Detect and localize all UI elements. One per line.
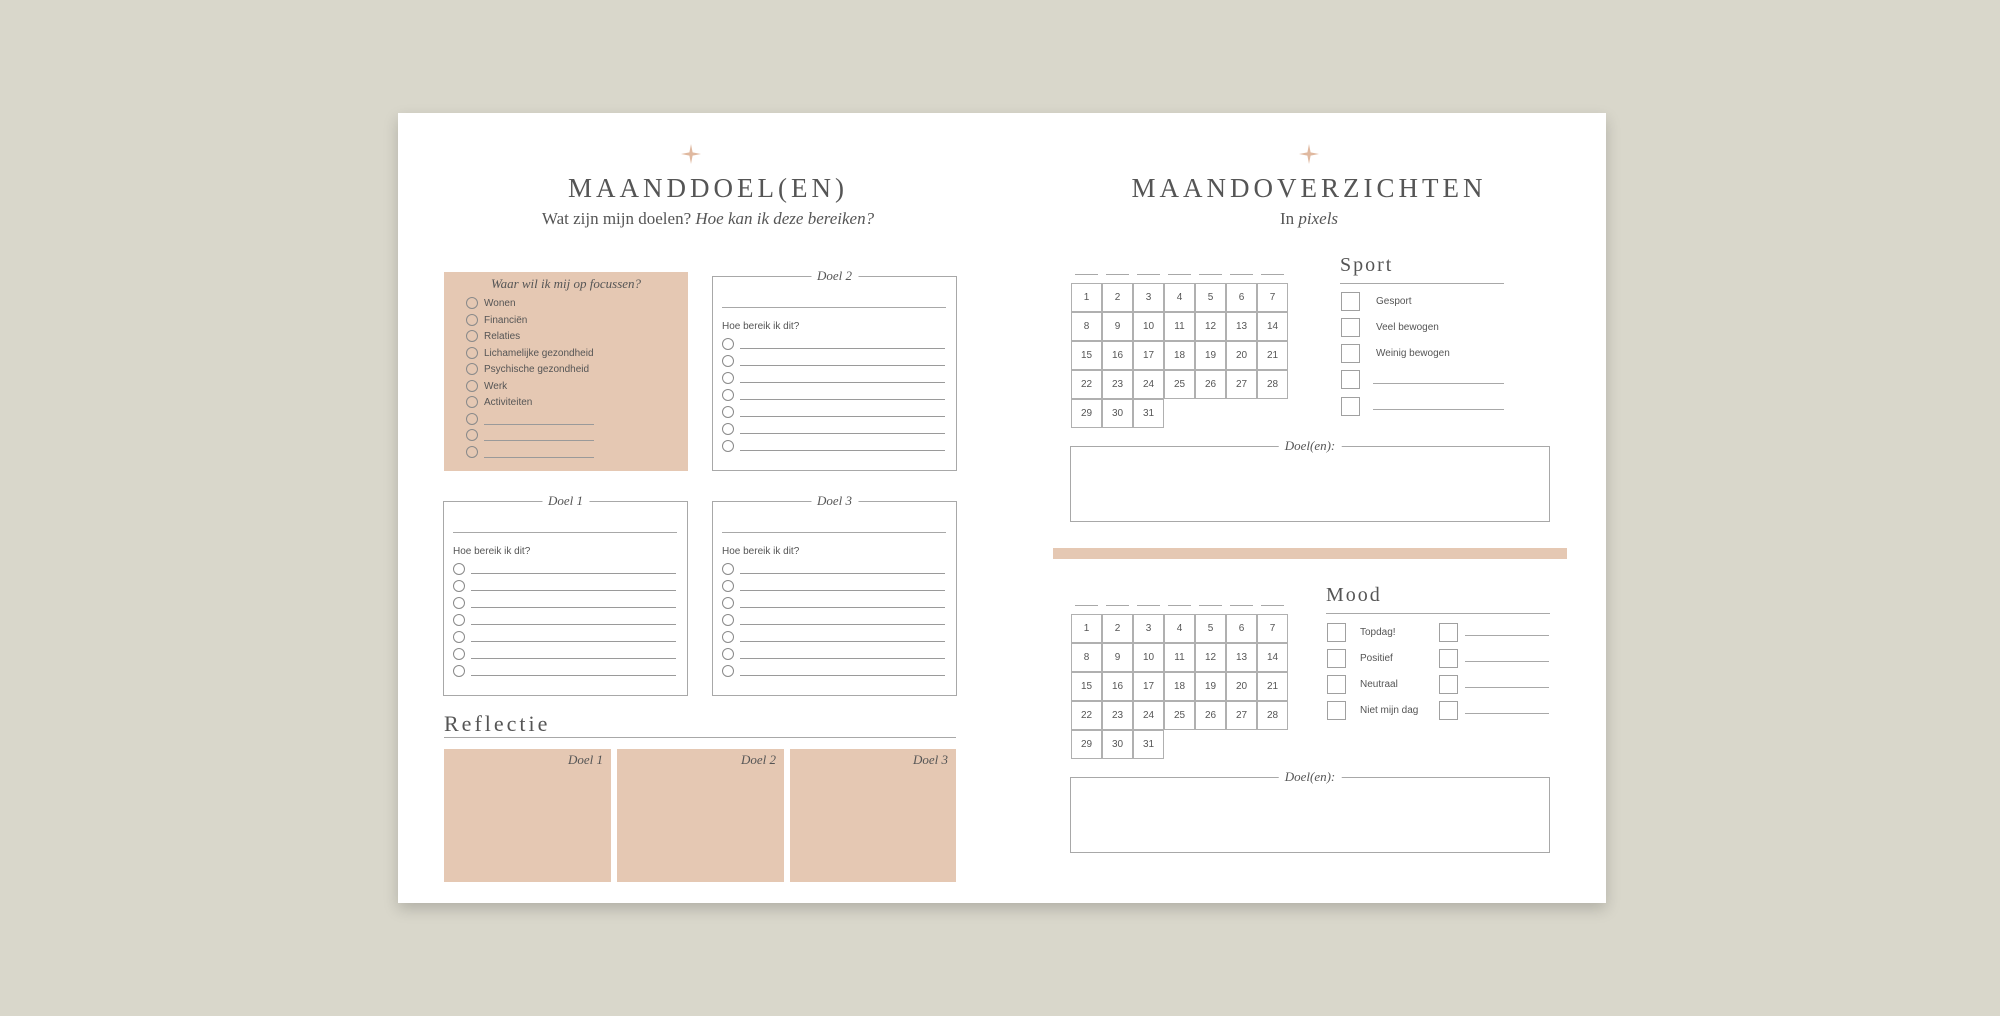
- step-row[interactable]: [453, 647, 676, 661]
- calendar-day-cell[interactable]: 15: [1071, 341, 1102, 370]
- goals-label: Doel(en):: [1279, 769, 1342, 785]
- goal-question: Hoe bereik ik dit?: [453, 546, 531, 557]
- write-line[interactable]: [1465, 687, 1549, 688]
- page-subtitle-overview: [1059, 209, 1559, 229]
- mood-option-label: Positief: [1360, 653, 1393, 664]
- write-line[interactable]: [740, 607, 945, 608]
- write-line[interactable]: [740, 590, 945, 591]
- reflection-title: Reflectie: [444, 711, 551, 736]
- focus-item[interactable]: [466, 362, 589, 376]
- write-line[interactable]: [1373, 409, 1504, 410]
- write-line[interactable]: [453, 532, 677, 533]
- mood-option-label: Neutraal: [1360, 679, 1398, 690]
- reflection-box-1[interactable]: [444, 749, 611, 882]
- calendar-day-cell[interactable]: 22: [1071, 370, 1102, 399]
- calendar-day-cell[interactable]: 26: [1195, 701, 1226, 730]
- calendar-day-cell[interactable]: 20: [1226, 341, 1257, 370]
- focus-item[interactable]: [466, 329, 520, 343]
- circle-checkbox-icon[interactable]: [466, 297, 478, 309]
- write-line[interactable]: [471, 573, 676, 574]
- write-line[interactable]: [471, 607, 676, 608]
- sparkle-icon: [680, 143, 702, 165]
- focus-item-blank[interactable]: [466, 445, 594, 459]
- calendar-day-cell[interactable]: 27: [1226, 701, 1257, 730]
- checkbox[interactable]: [1341, 344, 1360, 363]
- write-line[interactable]: [484, 457, 594, 458]
- weekday-dash[interactable]: [1199, 605, 1222, 606]
- calendar-day-cell[interactable]: 14: [1257, 312, 1288, 341]
- goal-box-1: [443, 493, 688, 696]
- weekday-dash[interactable]: [1106, 605, 1129, 606]
- write-line[interactable]: [1465, 635, 1549, 636]
- subtitle-italic: pixels: [1298, 209, 1339, 228]
- focus-item-blank[interactable]: [466, 412, 594, 426]
- mood-goals-box[interactable]: [1070, 769, 1550, 853]
- calendar-day-cell[interactable]: 13: [1226, 643, 1257, 672]
- sparkle-icon: [1298, 143, 1320, 165]
- calendar-day-cell[interactable]: 18: [1164, 672, 1195, 701]
- step-row[interactable]: [722, 337, 945, 351]
- calendar-day-cell[interactable]: 31: [1133, 399, 1164, 428]
- focus-title: Waar wil ik mij op focussen?: [490, 276, 642, 291]
- circle-checkbox-icon[interactable]: [722, 423, 734, 435]
- circle-checkbox-icon[interactable]: [722, 389, 734, 401]
- calendar-day-cell[interactable]: 19: [1195, 341, 1226, 370]
- calendar-day-cell[interactable]: 7: [1257, 614, 1288, 643]
- calendar-day-cell[interactable]: 3: [1133, 614, 1164, 643]
- write-line[interactable]: [740, 399, 945, 400]
- calendar-day-cell[interactable]: 16: [1102, 672, 1133, 701]
- mood-option-label: Niet mijn dag: [1360, 705, 1419, 716]
- focus-item-label: Relaties: [484, 330, 521, 342]
- calendar-day-cell[interactable]: 1: [1071, 614, 1102, 643]
- write-line[interactable]: [740, 365, 945, 366]
- write-line[interactable]: [1465, 713, 1549, 714]
- step-row[interactable]: [722, 405, 945, 419]
- weekday-dash[interactable]: [1075, 274, 1098, 275]
- calendar-day-cell[interactable]: 7: [1257, 283, 1288, 312]
- step-row[interactable]: [722, 647, 945, 661]
- write-line[interactable]: [471, 641, 676, 642]
- calendar-day-cell[interactable]: 23: [1102, 701, 1133, 730]
- write-line[interactable]: [740, 433, 945, 434]
- step-row[interactable]: [453, 613, 676, 627]
- calendar-day-cell[interactable]: 15: [1071, 672, 1102, 701]
- calendar-day-cell[interactable]: 28: [1257, 701, 1288, 730]
- circle-checkbox-icon[interactable]: [722, 440, 734, 452]
- write-line[interactable]: [471, 590, 676, 591]
- write-line[interactable]: [740, 658, 945, 659]
- calendar-day-cell[interactable]: 10: [1133, 312, 1164, 341]
- step-row[interactable]: [722, 630, 945, 644]
- weekday-dash[interactable]: [1137, 605, 1160, 606]
- write-line[interactable]: [740, 573, 945, 574]
- write-line[interactable]: [740, 641, 945, 642]
- checkbox[interactable]: [1341, 318, 1360, 337]
- page-subtitle-goals: [458, 209, 958, 229]
- circle-checkbox-icon[interactable]: [453, 614, 465, 626]
- calendar-day-cell[interactable]: 13: [1226, 312, 1257, 341]
- goal-box-title: Doel 2: [811, 268, 858, 284]
- reflection-divider: [444, 737, 956, 738]
- focus-item[interactable]: [466, 313, 527, 327]
- goal-box-title: Doel 3: [811, 493, 858, 509]
- calendar-day-cell[interactable]: 17: [1133, 672, 1164, 701]
- calendar-day-cell[interactable]: 28: [1257, 370, 1288, 399]
- focus-item-label: Financiën: [484, 314, 528, 326]
- circle-checkbox-icon[interactable]: [466, 314, 478, 326]
- weekday-dash[interactable]: [1137, 274, 1160, 275]
- calendar-day-cell[interactable]: 21: [1257, 341, 1288, 370]
- checkbox[interactable]: [1341, 292, 1360, 311]
- write-line[interactable]: [471, 675, 676, 676]
- weekday-dash[interactable]: [1168, 605, 1191, 606]
- sport-option-label: Weinig bewogen: [1376, 348, 1450, 359]
- circle-checkbox-icon[interactable]: [466, 396, 478, 408]
- page-title-overview: MAANDOVERZICHTEN: [1131, 173, 1487, 203]
- reflection-box-2[interactable]: [617, 749, 784, 882]
- circle-checkbox-icon[interactable]: [466, 347, 478, 359]
- checkbox[interactable]: [1327, 675, 1346, 694]
- write-line[interactable]: [722, 532, 946, 533]
- write-line[interactable]: [740, 416, 945, 417]
- calendar-day-cell[interactable]: 5: [1195, 283, 1226, 312]
- calendar-day-cell[interactable]: 22: [1071, 701, 1102, 730]
- step-row[interactable]: [453, 579, 676, 593]
- goal-box-title: Doel 1: [542, 493, 589, 509]
- circle-checkbox-icon[interactable]: [466, 413, 478, 425]
- section-underline: [1326, 613, 1550, 614]
- goal-question: Hoe bereik ik dit?: [722, 321, 800, 332]
- checkbox[interactable]: [1439, 701, 1458, 720]
- circle-checkbox-icon[interactable]: [466, 380, 478, 392]
- calendar-day-cell[interactable]: 9: [1102, 643, 1133, 672]
- write-line[interactable]: [740, 624, 945, 625]
- calendar-day-cell[interactable]: 29: [1071, 730, 1102, 759]
- calendar-day-cell[interactable]: 25: [1164, 701, 1195, 730]
- step-row[interactable]: [722, 613, 945, 627]
- circle-checkbox-icon[interactable]: [722, 614, 734, 626]
- weekday-dash[interactable]: [1199, 274, 1222, 275]
- circle-checkbox-icon[interactable]: [453, 631, 465, 643]
- calendar-day-cell[interactable]: 10: [1133, 643, 1164, 672]
- calendar-day-cell[interactable]: 25: [1164, 370, 1195, 399]
- calendar-day-cell[interactable]: 31: [1133, 730, 1164, 759]
- write-line[interactable]: [1373, 383, 1504, 384]
- calendar-day-cell[interactable]: 20: [1226, 672, 1257, 701]
- calendar-day-cell[interactable]: 1: [1071, 283, 1102, 312]
- write-line[interactable]: [740, 382, 945, 383]
- checkbox[interactable]: [1439, 649, 1458, 668]
- weekday-dash[interactable]: [1075, 605, 1098, 606]
- mood-option-label: Topdag!: [1360, 627, 1396, 638]
- focus-item-blank[interactable]: [466, 428, 594, 442]
- circle-checkbox-icon[interactable]: [722, 580, 734, 592]
- circle-checkbox-icon[interactable]: [466, 429, 478, 441]
- focus-item-label: Werk: [484, 380, 508, 392]
- calendar-day-cell[interactable]: 4: [1164, 614, 1195, 643]
- step-row[interactable]: [453, 664, 676, 678]
- calendar-day-cell[interactable]: 29: [1071, 399, 1102, 428]
- calendar-day-cell[interactable]: 8: [1071, 643, 1102, 672]
- focus-item-label: Activiteiten: [484, 396, 533, 408]
- write-line[interactable]: [722, 307, 946, 308]
- circle-checkbox-icon[interactable]: [453, 597, 465, 609]
- calendar-day-cell[interactable]: 30: [1102, 730, 1133, 759]
- calendar-day-cell[interactable]: 2: [1102, 614, 1133, 643]
- goal-question: Hoe bereik ik dit?: [722, 546, 800, 557]
- calendar-day-cell[interactable]: 24: [1133, 701, 1164, 730]
- page-title-goals: MAANDDOEL(EN): [568, 173, 848, 203]
- calendar-day-cell[interactable]: 17: [1133, 341, 1164, 370]
- calendar-day-cell[interactable]: 6: [1226, 614, 1257, 643]
- write-line[interactable]: [471, 658, 676, 659]
- calendar-day-cell[interactable]: 2: [1102, 283, 1133, 312]
- calendar-day-cell[interactable]: 4: [1164, 283, 1195, 312]
- write-line[interactable]: [740, 675, 945, 676]
- checkbox[interactable]: [1439, 675, 1458, 694]
- reflection-box-label: Doel 3: [912, 752, 948, 767]
- calendar-day-cell[interactable]: 5: [1195, 614, 1226, 643]
- goal-box-3: [712, 493, 957, 696]
- calendar-day-cell[interactable]: 12: [1195, 643, 1226, 672]
- calendar-day-cell[interactable]: 23: [1102, 370, 1133, 399]
- calendar-day-cell[interactable]: 18: [1164, 341, 1195, 370]
- circle-checkbox-icon[interactable]: [722, 631, 734, 643]
- calendar-day-cell[interactable]: 14: [1257, 643, 1288, 672]
- reflection-box-label: Doel 1: [567, 752, 603, 767]
- circle-checkbox-icon[interactable]: [453, 648, 465, 660]
- step-row[interactable]: [722, 439, 945, 453]
- calendar-day-cell[interactable]: 11: [1164, 312, 1195, 341]
- focus-box: [444, 272, 688, 471]
- step-row[interactable]: [722, 371, 945, 385]
- focus-item-label: Lichamelijke gezondheid: [484, 347, 594, 359]
- calendar-day-cell[interactable]: 6: [1226, 283, 1257, 312]
- step-row[interactable]: [722, 354, 945, 368]
- circle-checkbox-icon[interactable]: [466, 330, 478, 342]
- section-divider: [1053, 548, 1567, 559]
- calendar-day-cell[interactable]: 9: [1102, 312, 1133, 341]
- weekday-dash[interactable]: [1168, 274, 1191, 275]
- circle-checkbox-icon[interactable]: [722, 372, 734, 384]
- goal-box-2: [712, 268, 957, 471]
- calendar-day-cell[interactable]: 19: [1195, 672, 1226, 701]
- focus-item-label: Psychische gezondheid: [484, 363, 590, 375]
- calendar-day-cell[interactable]: 11: [1164, 643, 1195, 672]
- step-row[interactable]: [453, 596, 676, 610]
- checkbox[interactable]: [1439, 623, 1458, 642]
- sport-option-label: Gesport: [1376, 296, 1412, 307]
- subtitle-italic: Hoe kan ik deze bereiken?: [695, 209, 875, 228]
- focus-item[interactable]: [466, 395, 532, 409]
- weekday-dash[interactable]: [1261, 605, 1284, 606]
- checkbox[interactable]: [1327, 623, 1346, 642]
- section-underline: [1340, 283, 1504, 284]
- calendar-day-cell[interactable]: 26: [1195, 370, 1226, 399]
- focus-item[interactable]: [466, 346, 594, 360]
- circle-checkbox-icon[interactable]: [722, 665, 734, 677]
- circle-checkbox-icon[interactable]: [722, 597, 734, 609]
- step-row[interactable]: [722, 579, 945, 593]
- reflection-box-3[interactable]: [790, 749, 956, 882]
- calendar-day-cell[interactable]: 21: [1257, 672, 1288, 701]
- weekday-dash[interactable]: [1230, 274, 1253, 275]
- goals-label: Doel(en):: [1279, 438, 1342, 454]
- circle-checkbox-icon[interactable]: [722, 355, 734, 367]
- sport-option-label: Veel bewogen: [1376, 322, 1439, 333]
- checkbox[interactable]: [1341, 397, 1360, 416]
- focus-item[interactable]: [466, 379, 507, 393]
- write-line[interactable]: [740, 450, 945, 451]
- calendar-day-cell[interactable]: 30: [1102, 399, 1133, 428]
- focus-item[interactable]: [466, 296, 516, 310]
- calendar-day-cell[interactable]: 12: [1195, 312, 1226, 341]
- calendar-day-cell[interactable]: 27: [1226, 370, 1257, 399]
- subtitle-plain: Wat zijn mijn doelen?: [541, 209, 696, 228]
- circle-checkbox-icon[interactable]: [722, 338, 734, 350]
- reflection-box-label: Doel 2: [740, 752, 776, 767]
- step-row[interactable]: [722, 388, 945, 402]
- circle-checkbox-icon[interactable]: [466, 446, 478, 458]
- calendar-day-cell[interactable]: 16: [1102, 341, 1133, 370]
- calendar-day-cell[interactable]: 3: [1133, 283, 1164, 312]
- checkbox[interactable]: [1327, 701, 1346, 720]
- weekday-dash[interactable]: [1106, 274, 1129, 275]
- step-row[interactable]: [722, 422, 945, 436]
- circle-checkbox-icon[interactable]: [453, 563, 465, 575]
- checkbox[interactable]: [1327, 649, 1346, 668]
- calendar-day-cell[interactable]: 8: [1071, 312, 1102, 341]
- write-line[interactable]: [484, 440, 594, 441]
- circle-checkbox-icon[interactable]: [722, 406, 734, 418]
- subtitle-plain: In: [1279, 209, 1299, 228]
- circle-checkbox-icon[interactable]: [453, 580, 465, 592]
- sport-title: Sport: [1340, 254, 1394, 276]
- write-line[interactable]: [1465, 661, 1549, 662]
- write-line[interactable]: [484, 424, 594, 425]
- checkbox[interactable]: [1341, 370, 1360, 389]
- circle-checkbox-icon[interactable]: [722, 648, 734, 660]
- write-line[interactable]: [471, 624, 676, 625]
- step-row[interactable]: [722, 562, 945, 576]
- step-row[interactable]: [453, 562, 676, 576]
- step-row[interactable]: [722, 596, 945, 610]
- focus-item-label: Wonen: [484, 297, 516, 309]
- mood-title: Mood: [1326, 584, 1382, 606]
- weekday-dash[interactable]: [1261, 274, 1284, 275]
- calendar-day-cell[interactable]: 24: [1133, 370, 1164, 399]
- weekday-dash[interactable]: [1230, 605, 1253, 606]
- planner-sheet: [398, 113, 1606, 903]
- circle-checkbox-icon[interactable]: [466, 363, 478, 375]
- step-row[interactable]: [722, 664, 945, 678]
- sport-goals-box[interactable]: [1070, 438, 1550, 522]
- circle-checkbox-icon[interactable]: [722, 563, 734, 575]
- step-row[interactable]: [453, 630, 676, 644]
- write-line[interactable]: [740, 348, 945, 349]
- circle-checkbox-icon[interactable]: [453, 665, 465, 677]
